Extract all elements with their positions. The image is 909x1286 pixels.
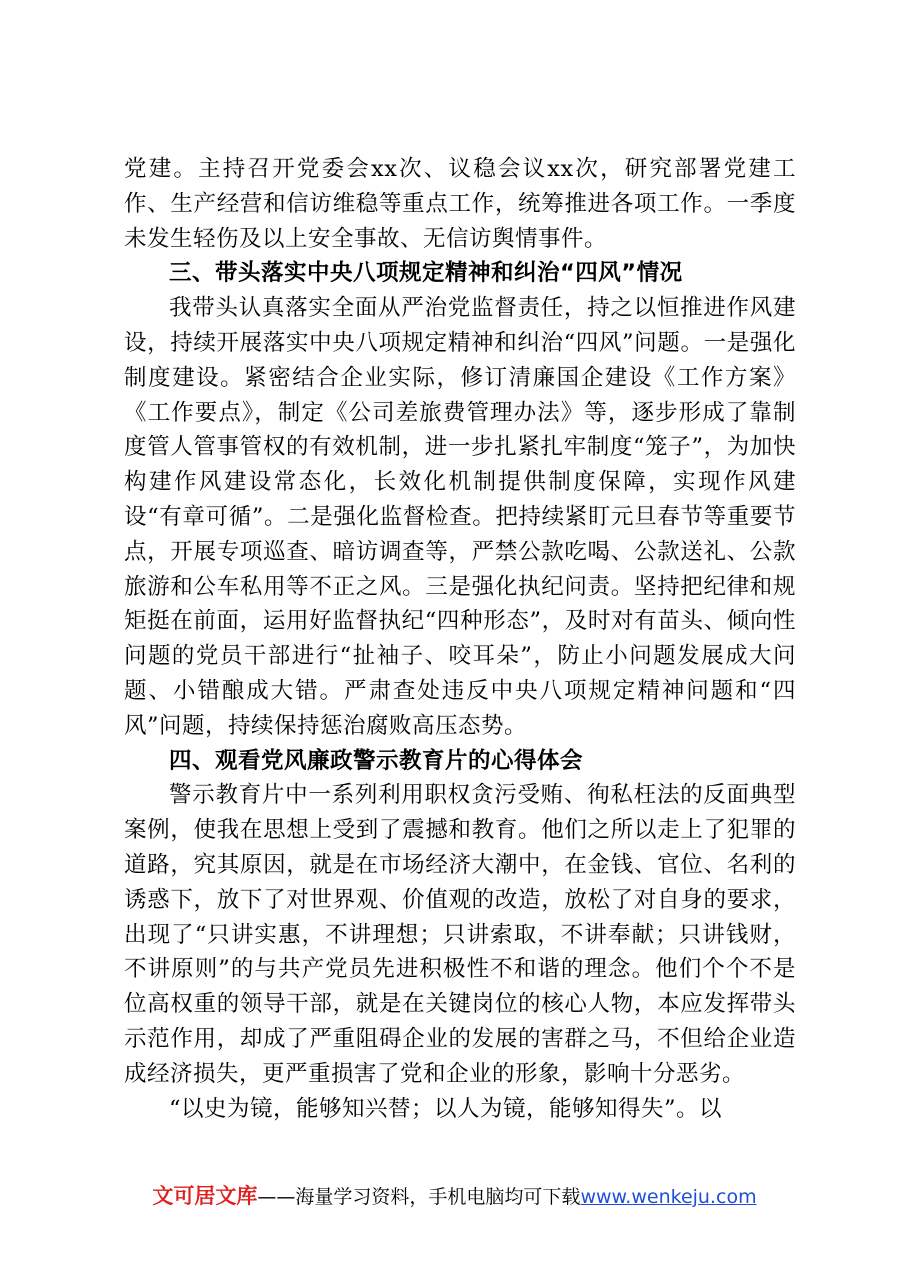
footer-banner	[0, 1183, 909, 1210]
document-page	[124, 152, 796, 1126]
footer-brand: 文可居文库	[152, 1184, 258, 1208]
heading-section-four: 四、观看党风廉政警示教育片的心得体会	[169, 747, 584, 774]
heading-section-three: 三、带头落实中央八项规定精神和纠治“四风”情况	[169, 260, 683, 287]
paragraph-party-building: 党建。主持召开党委会xx次、议稳会议xx次，研究部署党建工作、生产经营和信访维稳等重点工作，统筹推进各项工作。一季度未发生轻伤及以上安全事故、无信访舆情事件。	[124, 156, 796, 252]
paragraph-eight-rules: 我带头认真落实全面从严治党监督责任，持之以恒推进作风建设，持续开展落实中央八项规定精神和纠治“四风”问题。一是强化制度建设。紧密结合企业实际，修订清廉国企建设《工作方案》《工作要点》，制定《公司差旅费管理办法》等，逐步形成了靠制度管人管事管权的有效机制，进一步扎紧扎牢制度“笼子”，为加快构建作风建设常态化，长效化机制提供制度保障，实现作风建设“有章可循”。二是强化监督检查。把持续紧盯元旦春节等重要节点，开展专项巡查、暗访调查等，严禁公款吃喝、公款送礼、公款旅游和公车私用等不正之风。三是强化执纪问责。坚持把纪律和规矩挺在前面，运用好监督执纪“四种形态”，及时对有苗头、倾向性问题的党员干部进行“扯袖子、咬耳朵”，防止小问题发展成大问题、小错酿成大错。严肃查处违反中央八项规定精神问题和“四风”问题，持续保持惩治腐败高压态势。	[124, 295, 796, 739]
paragraph-warning-education: 警示教育片中一系列利用职权贪污受贿、徇私枉法的反面典型案例，使我在思想上受到了震撼和教育。他们之所以走上了犯罪的道路，究其原因，就是在市场经济大潮中，在金钱、官位、名利的诱惑下，放下了对世界观、价值观的改造，放松了对自身的要求，出现了“只讲实惠，不讲理想；只讲索取，不讲奉献；只讲钱财，不讲原则”的与共产党员先进积极性不和谐的理念。他们个个不是位高权重的领导干部，就是在关键岗位的核心人物，本应发挥带头示范作用，却成了严重阻碍企业的发展的害群之马，不但给企业造成经济损失，更严重损害了党和企业的形象，影响十分恶劣。	[124, 782, 796, 1087]
paragraph-history-mirror: “以史为镜，能够知兴替；以人为镜，能够知得失”。以	[169, 1095, 723, 1122]
footer-site-link[interactable]: www.wenkeju.com	[580, 1186, 757, 1208]
footer-tagline: ——海量学习资料，手机电脑均可下载	[257, 1186, 581, 1208]
